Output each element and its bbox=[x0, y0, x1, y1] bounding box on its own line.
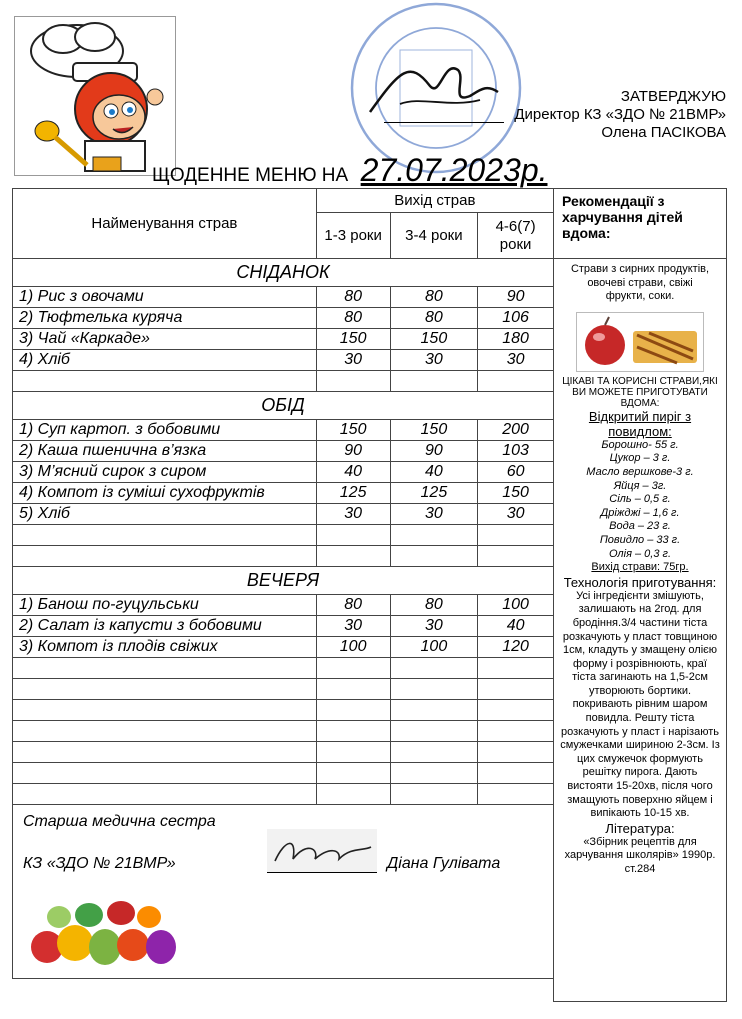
age-header-1: 1-3 роки bbox=[316, 213, 390, 259]
portion-1-3 bbox=[316, 700, 390, 721]
recipe-yield: Вихід страви: 75гр. bbox=[591, 561, 689, 574]
recipe-title: Відкритий пиріг з повидлом: bbox=[588, 408, 692, 439]
dish-name: 2) Каша пшенична в’язка bbox=[13, 441, 317, 462]
dish-name: 5) Хліб bbox=[13, 504, 317, 525]
portion-3-4 bbox=[390, 679, 478, 700]
dish-name: 1) Банош по-гуцульськи bbox=[13, 595, 317, 616]
portion-1-3 bbox=[316, 784, 390, 805]
dinner-section bbox=[13, 567, 554, 805]
portion-1-3: 150 bbox=[316, 420, 390, 441]
portion-1-3 bbox=[316, 658, 390, 679]
dish-name: 3) М’ясний сирок з сиром bbox=[13, 462, 317, 483]
dish-name: 1) Рис з овочами bbox=[13, 287, 317, 308]
ingredient-item: Олія – 0,3 г. bbox=[608, 547, 671, 560]
portion-3-4 bbox=[390, 525, 478, 546]
portion-1-3: 30 bbox=[316, 350, 390, 371]
menu-row bbox=[13, 721, 554, 742]
breakfast-section bbox=[13, 259, 554, 392]
menu-table bbox=[12, 188, 554, 979]
portion-3-4: 80 bbox=[390, 287, 478, 308]
portion-1-3: 100 bbox=[316, 637, 390, 658]
portion-4-7 bbox=[478, 721, 554, 742]
portion-1-3: 125 bbox=[316, 483, 390, 504]
dish-name: 2) Салат із капусти з бобовими bbox=[13, 616, 317, 637]
portion-3-4: 80 bbox=[390, 308, 478, 329]
portion-3-4: 90 bbox=[390, 441, 478, 462]
portion-1-3 bbox=[316, 371, 390, 392]
official-stamp bbox=[340, 0, 532, 176]
recommendation-panel bbox=[553, 188, 727, 1002]
food-photo bbox=[576, 312, 704, 372]
portion-3-4 bbox=[390, 658, 478, 679]
portion-4-7 bbox=[478, 658, 554, 679]
dish-name bbox=[13, 525, 317, 546]
portion-1-3: 150 bbox=[316, 329, 390, 350]
tech-title: Технологія приготування: bbox=[563, 574, 717, 590]
approval-person: Олена ПАСІКОВА bbox=[601, 124, 726, 141]
portion-3-4 bbox=[390, 700, 478, 721]
dinner-title: ВЕЧЕРЯ bbox=[13, 567, 554, 595]
portion-1-3 bbox=[316, 679, 390, 700]
ingredient-item: Вода – 23 г. bbox=[609, 520, 671, 533]
portion-1-3: 80 bbox=[316, 595, 390, 616]
dish-column-header: Найменування страв bbox=[13, 189, 317, 259]
portion-3-4 bbox=[390, 763, 478, 784]
portion-3-4: 100 bbox=[390, 637, 478, 658]
portion-4-7: 120 bbox=[478, 637, 554, 658]
approval-position: Директор КЗ «ЗДО № 21ВМР» bbox=[514, 106, 726, 123]
menu-row bbox=[13, 546, 554, 567]
portion-1-3 bbox=[316, 525, 390, 546]
dish-name bbox=[13, 700, 317, 721]
ingredient-item: Повидло – 33 г. bbox=[599, 533, 681, 546]
portion-4-7 bbox=[478, 784, 554, 805]
portion-1-3: 80 bbox=[316, 308, 390, 329]
portion-3-4 bbox=[390, 546, 478, 567]
signature-block bbox=[13, 805, 554, 979]
menu-row bbox=[13, 784, 554, 805]
nurse-signature-image bbox=[267, 829, 377, 873]
tech-text: Усі інгредієнти змішують, залишають на 2год. для бродіння.3/4 частини тіста розкачують у пласт товщиною 1см, кладуть у змащену олією форму і розрівнюють, краї тіста загинають на 1,5-2см утворюють бортики. покривають рівним шаром повидла. Решту тіста розкачують у пласт і нарізають смужечками шириною 2-3см. Із цих смужечок формують решітку пирога. Дають вистояти 15-20хв, після чого змащують поверхню яйцем і випікають 10-15 хв. bbox=[560, 589, 720, 820]
title-label: ЩОДЕННЕ МЕНЮ НА bbox=[152, 165, 349, 186]
dish-name bbox=[13, 658, 317, 679]
menu-row bbox=[13, 504, 554, 525]
portion-4-7 bbox=[478, 371, 554, 392]
portion-1-3: 40 bbox=[316, 462, 390, 483]
menu-row bbox=[13, 287, 554, 308]
menu-row bbox=[13, 483, 554, 504]
menu-row bbox=[13, 308, 554, 329]
portion-4-7: 90 bbox=[478, 287, 554, 308]
dish-name bbox=[13, 763, 317, 784]
portion-4-7: 103 bbox=[478, 441, 554, 462]
portion-4-7: 30 bbox=[478, 350, 554, 371]
dish-name: 3) Компот із плодів свіжих bbox=[13, 637, 317, 658]
age-header-2: 3-4 роки bbox=[390, 213, 478, 259]
portion-4-7: 180 bbox=[478, 329, 554, 350]
portion-3-4 bbox=[390, 742, 478, 763]
dish-name: 4) Хліб bbox=[13, 350, 317, 371]
portion-4-7 bbox=[478, 679, 554, 700]
menu-row bbox=[13, 441, 554, 462]
nurse-role: Старша медична сестра bbox=[23, 813, 216, 830]
dish-name: 4) Компот із суміші сухофруктів bbox=[13, 483, 317, 504]
dish-name bbox=[13, 546, 317, 567]
breakfast-title: СНІДАНОК bbox=[13, 259, 554, 287]
approval-block bbox=[514, 88, 726, 142]
portion-4-7 bbox=[478, 546, 554, 567]
menu-row bbox=[13, 763, 554, 784]
portion-1-3 bbox=[316, 763, 390, 784]
portion-3-4 bbox=[390, 371, 478, 392]
menu-row bbox=[13, 658, 554, 679]
dish-name: 3) Чай «Каркаде» bbox=[13, 329, 317, 350]
portion-1-3: 30 bbox=[316, 616, 390, 637]
portion-4-7: 100 bbox=[478, 595, 554, 616]
menu-row bbox=[13, 679, 554, 700]
portion-1-3: 30 bbox=[316, 504, 390, 525]
ingredient-item: Цукор – 3 г. bbox=[609, 452, 671, 465]
age-header-3: 4-6(7) роки bbox=[478, 213, 554, 259]
dish-name: 1) Суп картоп. з бобовими bbox=[13, 420, 317, 441]
ingredient-item: Масло вершкове-3 г. bbox=[586, 465, 694, 478]
portion-4-7: 106 bbox=[478, 308, 554, 329]
literature-title: Література: bbox=[605, 820, 675, 836]
menu-date: 27.07.2023р. bbox=[360, 152, 548, 188]
portion-4-7 bbox=[478, 525, 554, 546]
menu-row bbox=[13, 329, 554, 350]
portion-3-4: 80 bbox=[390, 595, 478, 616]
portion-3-4: 30 bbox=[390, 350, 478, 371]
dish-name bbox=[13, 679, 317, 700]
menu-row bbox=[13, 616, 554, 637]
menu-row bbox=[13, 525, 554, 546]
portion-3-4 bbox=[390, 721, 478, 742]
page-title bbox=[152, 152, 548, 189]
vegetables-illustration bbox=[25, 893, 187, 971]
nurse-name: Діана Гулівата bbox=[387, 855, 501, 872]
portion-1-3 bbox=[316, 721, 390, 742]
portion-4-7 bbox=[478, 763, 554, 784]
ingredient-item: Дріжджі – 1,6 г. bbox=[600, 506, 680, 519]
portion-1-3: 80 bbox=[316, 287, 390, 308]
menu-row bbox=[13, 350, 554, 371]
menu-row bbox=[13, 637, 554, 658]
menu-row bbox=[13, 462, 554, 483]
portion-3-4 bbox=[390, 784, 478, 805]
portion-1-3 bbox=[316, 742, 390, 763]
literature-text: «Збірник рецептів для харчування школярів» 1990р. ст.284 bbox=[564, 835, 716, 875]
lunch-section bbox=[13, 392, 554, 567]
dish-name: 2) Тюфтелька куряча bbox=[13, 308, 317, 329]
lunch-title: ОБІД bbox=[13, 392, 554, 420]
menu-row bbox=[13, 742, 554, 763]
ingredient-item: Сіль – 0,5 г. bbox=[609, 493, 671, 506]
portion-3-4: 150 bbox=[390, 329, 478, 350]
portion-4-7: 150 bbox=[478, 483, 554, 504]
dish-name bbox=[13, 721, 317, 742]
dish-name bbox=[13, 371, 317, 392]
menu-row bbox=[13, 371, 554, 392]
portion-4-7: 200 bbox=[478, 420, 554, 441]
ingredient-item: Яйця – 3г. bbox=[613, 479, 667, 492]
portion-3-4: 30 bbox=[390, 616, 478, 637]
portion-4-7: 60 bbox=[478, 462, 554, 483]
portion-4-7: 30 bbox=[478, 504, 554, 525]
nurse-org: КЗ «ЗДО № 21ВМР» bbox=[23, 855, 176, 872]
portion-3-4: 150 bbox=[390, 420, 478, 441]
portion-4-7: 40 bbox=[478, 616, 554, 637]
ingredients-list bbox=[560, 439, 720, 561]
portion-1-3 bbox=[316, 546, 390, 567]
portion-4-7 bbox=[478, 700, 554, 721]
dish-name bbox=[13, 784, 317, 805]
menu-row bbox=[13, 595, 554, 616]
ingredient-item: Борошно- 55 г. bbox=[601, 438, 679, 451]
menu-row bbox=[13, 420, 554, 441]
menu-row bbox=[13, 700, 554, 721]
portion-4-7 bbox=[478, 742, 554, 763]
output-column-header: Вихід страв bbox=[316, 189, 553, 213]
recommendation-intro: Страви з сирних продуктів, овочеві страви, свіжі фрукти, соки. bbox=[570, 263, 710, 303]
recommendation-title: Рекомендації з харчування дітей вдома: bbox=[554, 189, 726, 259]
portion-1-3: 90 bbox=[316, 441, 390, 462]
approval-title: ЗАТВЕРДЖУЮ bbox=[620, 88, 726, 105]
portion-3-4: 125 bbox=[390, 483, 478, 504]
dish-name bbox=[13, 742, 317, 763]
portion-3-4: 30 bbox=[390, 504, 478, 525]
signature-line bbox=[384, 122, 504, 123]
portion-3-4: 40 bbox=[390, 462, 478, 483]
interesting-dishes-heading: ЦІКАВІ ТА КОРИСНІ СТРАВИ,ЯКІ ВИ МОЖЕТЕ ПРИГОТУВАТИ ВДОМА: bbox=[562, 375, 718, 409]
